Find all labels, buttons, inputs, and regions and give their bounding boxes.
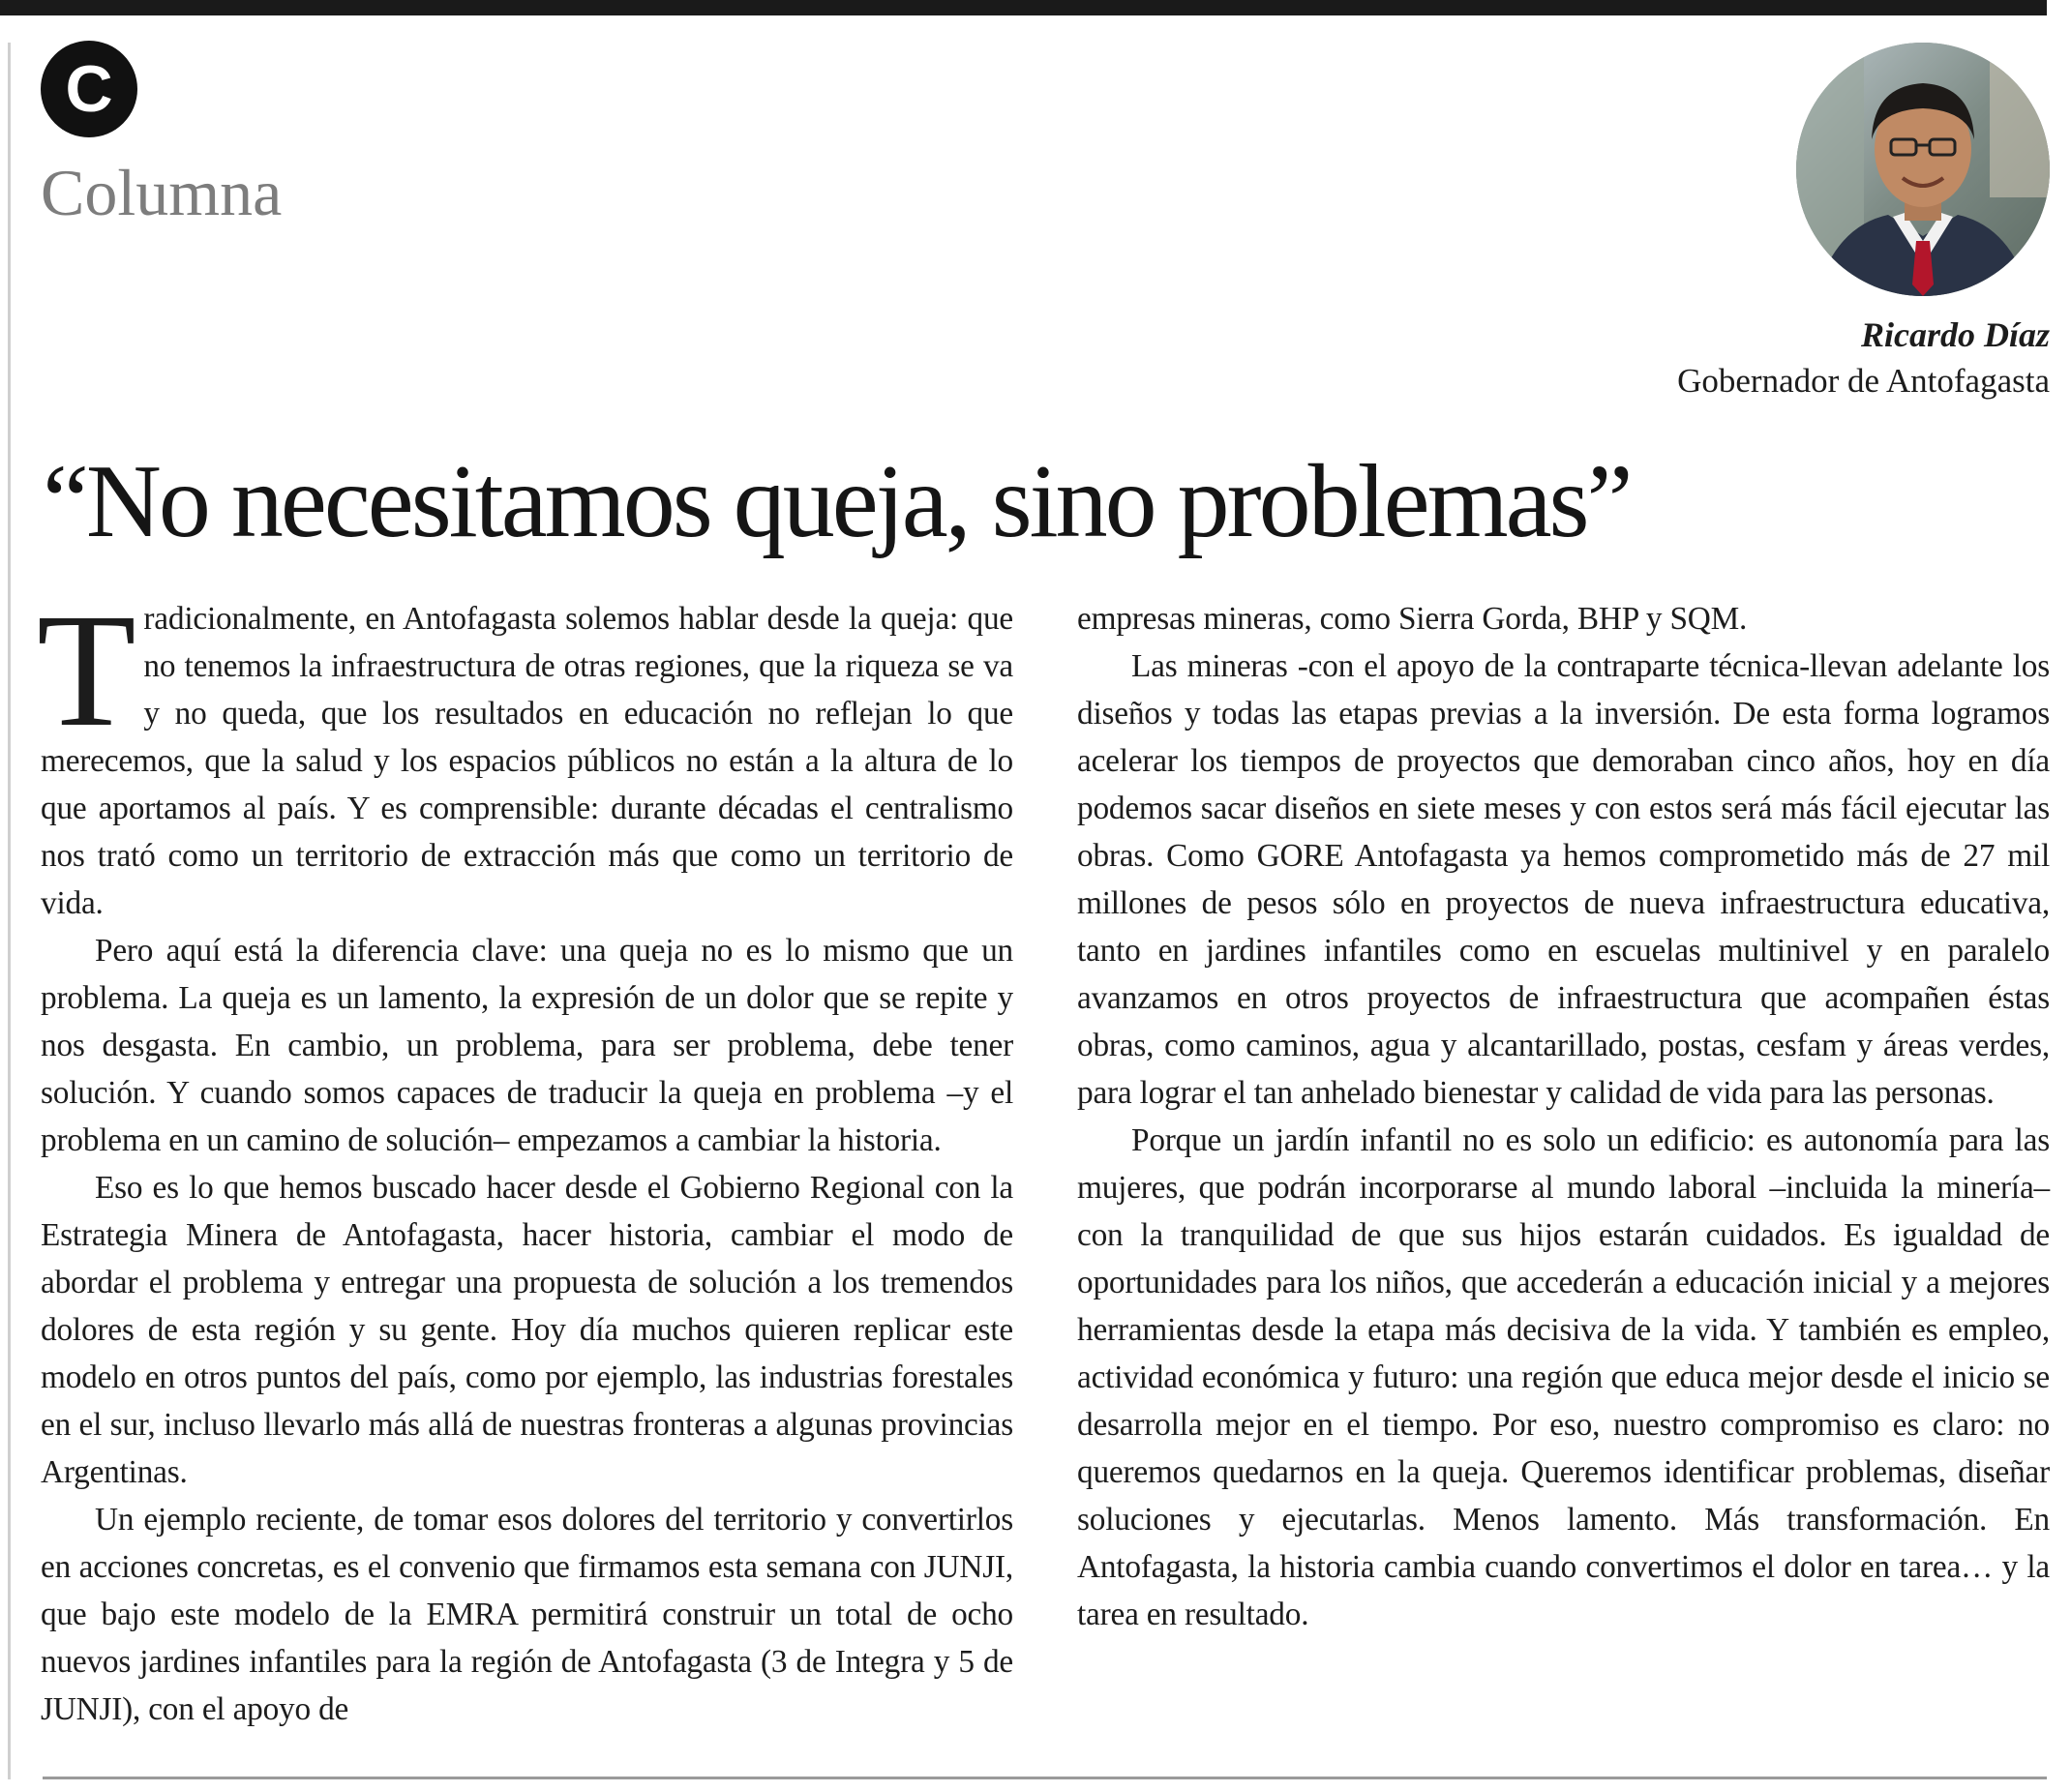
left-rule	[8, 43, 11, 1779]
paragraph-4-continued: empresas mineras, como Sierra Gorda, BHP y SQM.	[1077, 601, 1748, 637]
top-rule	[0, 0, 2047, 15]
drop-cap: T	[37, 581, 136, 761]
bottom-rule	[43, 1777, 2047, 1779]
section-label: Columna	[41, 156, 283, 229]
paragraph-3: Eso es lo que hemos buscado hacer desde el Gobierno Regional con la Estrategia Minera de Antofagasta, hacer historia, cambiar el modo de abordar el problema y entregar una propuesta de solución a los tremendos dolores de esta región y su gente. Hoy día muchos quieren replicar este modelo en otros puntos del país, como por ejemplo, las industrias forestales en el sur, incluso llevarlo más allá de nuestras fronteras a algunas provincias Argentinas.	[41, 1170, 1013, 1490]
paragraph-2: Pero aquí está la diferencia clave: una queja no es lo mismo que un problema. La queja es un lamento, la expresión de un dolor que se repite y nos desgasta. En cambio, un problema, para ser problema, debe tener solución. Y cuando somos capaces de traducir la queja en problema –y el problema en un camino de solución– empezamos a cambiar la historia.	[41, 933, 1013, 1158]
paragraph-1	[37, 581, 1013, 927]
article-column-left	[37, 581, 1013, 1733]
headline: “No necesitamos queja, sino problemas”	[43, 444, 1631, 559]
paragraph-6: Porque un jardín infantil no es solo un edificio: es autonomía para las mujeres, que podrán incorporarse al mundo laboral –incluida la minería– con la tranquilidad de que sus hijos estarán cuidados. Es igualdad de oportunidades para los niños, que accederán a educación inicial y a mejores herramientas desde la etapa más decisiva de la vida. Y también es empleo, actividad económica y futuro: una región que educa mejor desde el inicio se desarrolla mejor en el tiempo. Por eso, nuestro compromiso es claro: no queremos quedarnos en la queja. Queremos identificar problemas, diseñar soluciones y ejecutarlas. Menos lamento. Más transformación. En Antofagasta, la historia cambia cuando convertimos el dolor en tarea… y la tarea en resultado.	[1077, 1122, 2050, 1632]
article-column-right	[1077, 595, 2050, 1638]
section-badge	[41, 41, 137, 137]
author-name: Ricardo Díaz	[1860, 315, 2050, 354]
author-role: Gobernador de Antofagasta	[1677, 362, 2050, 400]
paragraph-5: Las mineras -con el apoyo de la contraparte técnica-llevan adelante los diseños y todas las etapas previas a la inversión. De esta forma logramos acelerar los tiempos de proyectos que demoraban cinco años, hoy en día podemos sacar diseños en siete meses y con estos será más fácil ejecutar las obras. Como GORE Antofagasta ya hemos comprometido más de 27 mil millones de pesos sólo en proyectos de nueva infraestructura educativa, tanto en jardines infantiles como en escuelas multinivel y en paralelo avanzamos en otros proyectos de infraestructura que acompañen éstas obras, como caminos, agua y alcantarillado, postas, cesfam y áreas verdes, para lograr el tan anhelado bienestar y calidad de vida para las personas.	[1077, 648, 2050, 1111]
author-photo	[1796, 43, 2050, 296]
paragraph-4: Un ejemplo reciente, de tomar esos dolores del territorio y convertirlos en acciones concretas, es el convenio que firmamos esta semana con JUNJI, que bajo este modelo de la EMRA permitirá construir un total de ocho nuevos jardines infantiles para la región de Antofagasta (3 de Integra y 5 de JUNJI), con el apoyo de	[41, 1502, 1013, 1727]
paragraph-1-text: radicionalmente, en Antofagasta solemos hablar desde la queja: que no tenemos la infraestructura de otras regiones, que la riqueza se va y no queda, que los resultados en educación no reflejan lo que merecemos, que la salud y los espacios públicos no están a la altura de lo que aportamos al país. Y es comprensible: durante décadas el centralismo nos trató como un territorio de extracción más que como un territorio de vida.	[41, 601, 1013, 921]
author-portrait-image	[1796, 43, 2050, 296]
section-badge-letter: C	[65, 52, 113, 126]
